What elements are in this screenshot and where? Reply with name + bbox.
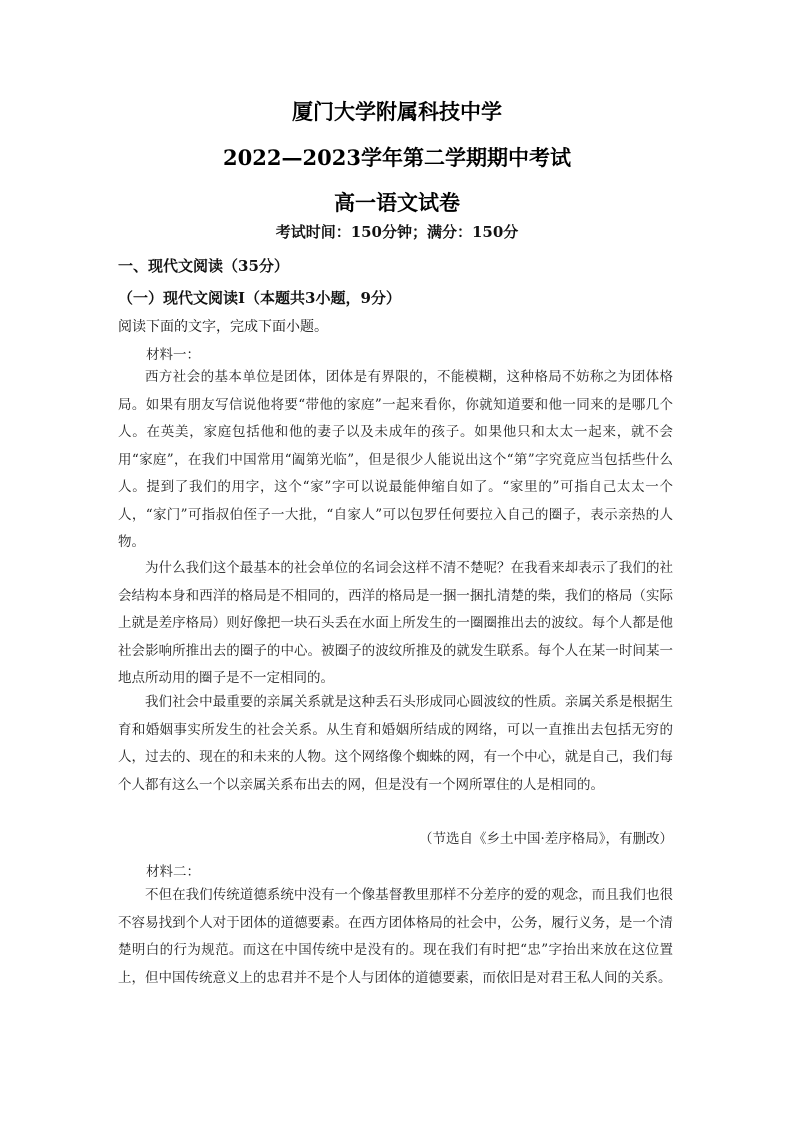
- term-title: 2022—2023学年第二学期期中考试: [223, 145, 571, 170]
- material-one-source: （节选自《乡土中国·差序格局》，有删改）: [418, 831, 673, 847]
- subject-title: 高一语文试卷: [334, 190, 460, 215]
- section-heading: 一、现代文阅读（35分）: [118, 257, 289, 275]
- material-one-paragraph-1: 西方社会的基本单位是团体，团体是有界限的，不能模糊，这种格局不妨称之为团体格局。如果有朋友写信说他将要“带他的家庭”一起来看你，你就知道要和他一同来的是哪几个人。在英美，家庭包括他和他的妻子以及未成年的孩子。如果他只和太太一起来，就不会用“家庭”，在我们中国常用“阖第光临”，但是很少人能说出这个“第”字究竟应当包括些什么人。提到了我们的用字，这个“家”字可以说最能伸缩自如了。“家里的”可指自己太太一个人，“家门”可指叔伯侄子一大批，“自家人”可以包罗任何要拉入自己的圈子，表示亲热的人物。: [118, 369, 673, 550]
- material-one-label: 材料一：: [146, 347, 200, 363]
- school-title: 厦门大学附属科技中学: [292, 99, 502, 124]
- exam-info: 考试时间：150分钟；满分：150分: [275, 223, 519, 241]
- instruction-text: 阅读下面的文字，完成下面小题。: [118, 319, 328, 335]
- material-one-paragraph-2: 为什么我们这个最基本的社会单位的名词会这样不清不楚呢？在我看来却表示了我们的社会结构本身和西洋的格局是不相同的，西洋的格局是一捆一捆扎清楚的柴，我们的格局（实际上就是差序格局）则好像把一块石头丢在水面上所发生的一圈圈推出去的波纹。每个人都是他社会影响所推出去的圈子的中心。被圈子的波纹所推及的就发生联系。每个人在某一时间某一地点所动用的圈子是不一定相同的。: [118, 560, 673, 686]
- material-two-label: 材料二：: [146, 864, 200, 880]
- material-two-paragraph-1: 不但在我们传统道德系统中没有一个像基督教里那样不分差序的爱的观念，而且我们也很不容易找到个人对于团体的道德要素。在西方团体格局的社会中，公务，履行义务，是一个清楚明白的行为规范。而这在中国传统中是没有的。现在我们有时把“忠”字抬出来放在这位置上，但中国传统意义上的忠君并不是个人与团体的道德要素，而依旧是对君王私人间的关系。: [118, 887, 673, 986]
- material-one-paragraph-3: 我们社会中最重要的亲属关系就是这种丢石头形成同心圆波纹的性质。亲属关系是根据生育和婚姻事实所发生的社会关系。从生育和婚姻所结成的网络，可以一直推出去包括无穷的人，过去的、现在的和未来的人物。这个网络像个蜘蛛的网，有一个中心，就是自己，我们每个人都有这么一个以亲属关系布出去的网，但是没有一个网所罩住的人是相同的。: [118, 694, 673, 793]
- subsection-heading: （一）现代文阅读Ⅰ（本题共3小题，9分）: [118, 289, 401, 307]
